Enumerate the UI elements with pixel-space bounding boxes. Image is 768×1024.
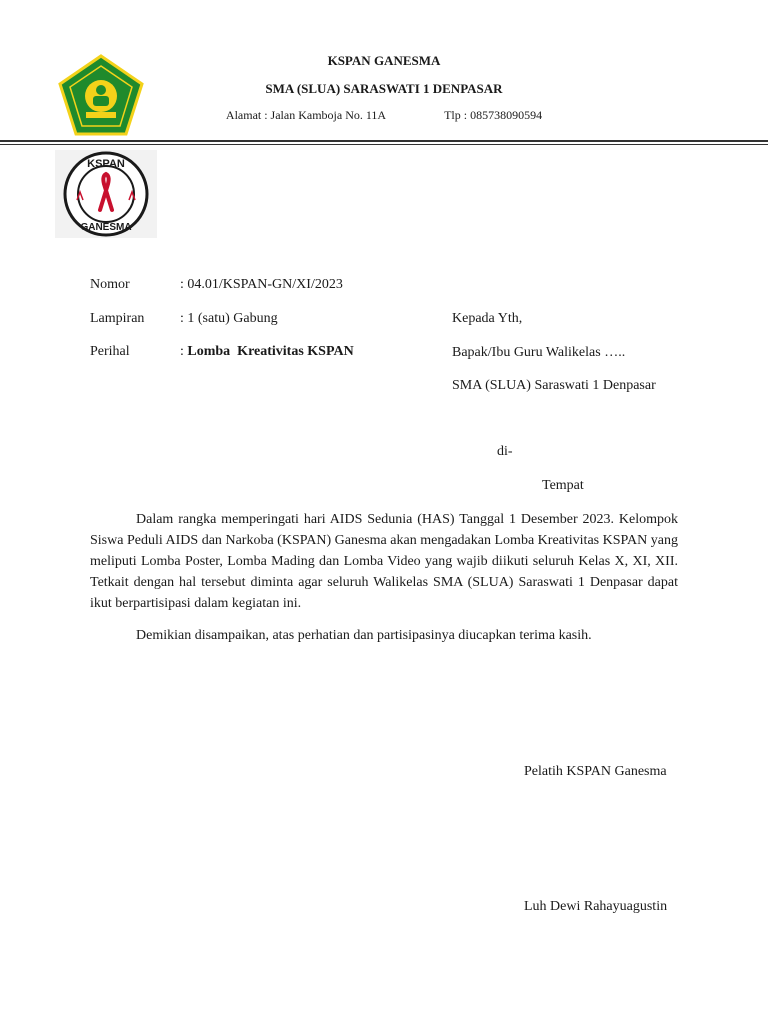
- recipient-name: Bapak/Ibu Guru Walikelas …..: [452, 345, 626, 360]
- kspan-logo: [55, 150, 157, 238]
- recipient-place: Tempat: [542, 478, 584, 493]
- signature-title: Pelatih KSPAN Ganesma: [524, 764, 667, 779]
- phone: Tlp : 085738090594: [444, 108, 543, 122]
- recipient-di: di-: [497, 444, 513, 459]
- perihal-label: Perihal: [90, 344, 130, 359]
- header-rule-thick: [0, 140, 768, 142]
- kspan-logo-bottom-text: GANESMA: [80, 222, 132, 233]
- lampiran-value: : 1 (satu) Gabung: [180, 311, 278, 326]
- address-line: [0, 108, 768, 123]
- kspan-ribbon-icon: [55, 150, 157, 238]
- body-paragraph-2-text: Demikian disampaikan, atas perhatian dan partisipasinya diucapkan terima kasih.: [136, 628, 592, 643]
- nomor-label: Nomor: [90, 277, 130, 292]
- body-paragraph-1-text: Dalam rangka memperingati hari AIDS Sedunia (HAS) Tanggal 1 Desember 2023. Kelompok Siswa Peduli AIDS dan Narkoba (KSPAN) Ganesma akan mengadakan Lomba Kreativitas KSPAN yang meliputi Lomba Poster, Lomba Mading dan Lomba Video yang wajib diikuti seluruh Kelas X, XI, XII. Tetkait dengan hal tersebut diminta agar seluruh Walikelas SMA (SLUA) Saraswati 1 Denpasar dapat ikut berpartisipasi dalam kegiatan ini.: [90, 512, 678, 611]
- body-paragraph-1: [90, 509, 678, 614]
- org-name: KSPAN GANESMA: [327, 53, 441, 68]
- header-rule-thin: [0, 144, 768, 145]
- nomor-value: : 04.01/KSPAN-GN/XI/2023: [180, 277, 343, 292]
- school-name: SMA (SLUA) SARASWATI 1 DENPASAR: [265, 81, 503, 96]
- address: Alamat : Jalan Kamboja No. 11A: [225, 108, 387, 122]
- perihal-value: Lomba Kreativitas KSPAN: [187, 344, 354, 359]
- recipient-greeting: Kepada Yth,: [452, 311, 523, 326]
- signature-name: Luh Dewi Rahayuagustin: [524, 899, 668, 914]
- perihal-colon: :: [180, 344, 188, 359]
- perihal-value-line: [180, 344, 354, 360]
- lampiran-label: Lampiran: [90, 311, 145, 326]
- recipient-school: SMA (SLUA) Saraswati 1 Denpasar: [452, 378, 656, 393]
- body-paragraph-2: [90, 625, 678, 646]
- kspan-logo-top-text: KSPAN: [87, 158, 125, 170]
